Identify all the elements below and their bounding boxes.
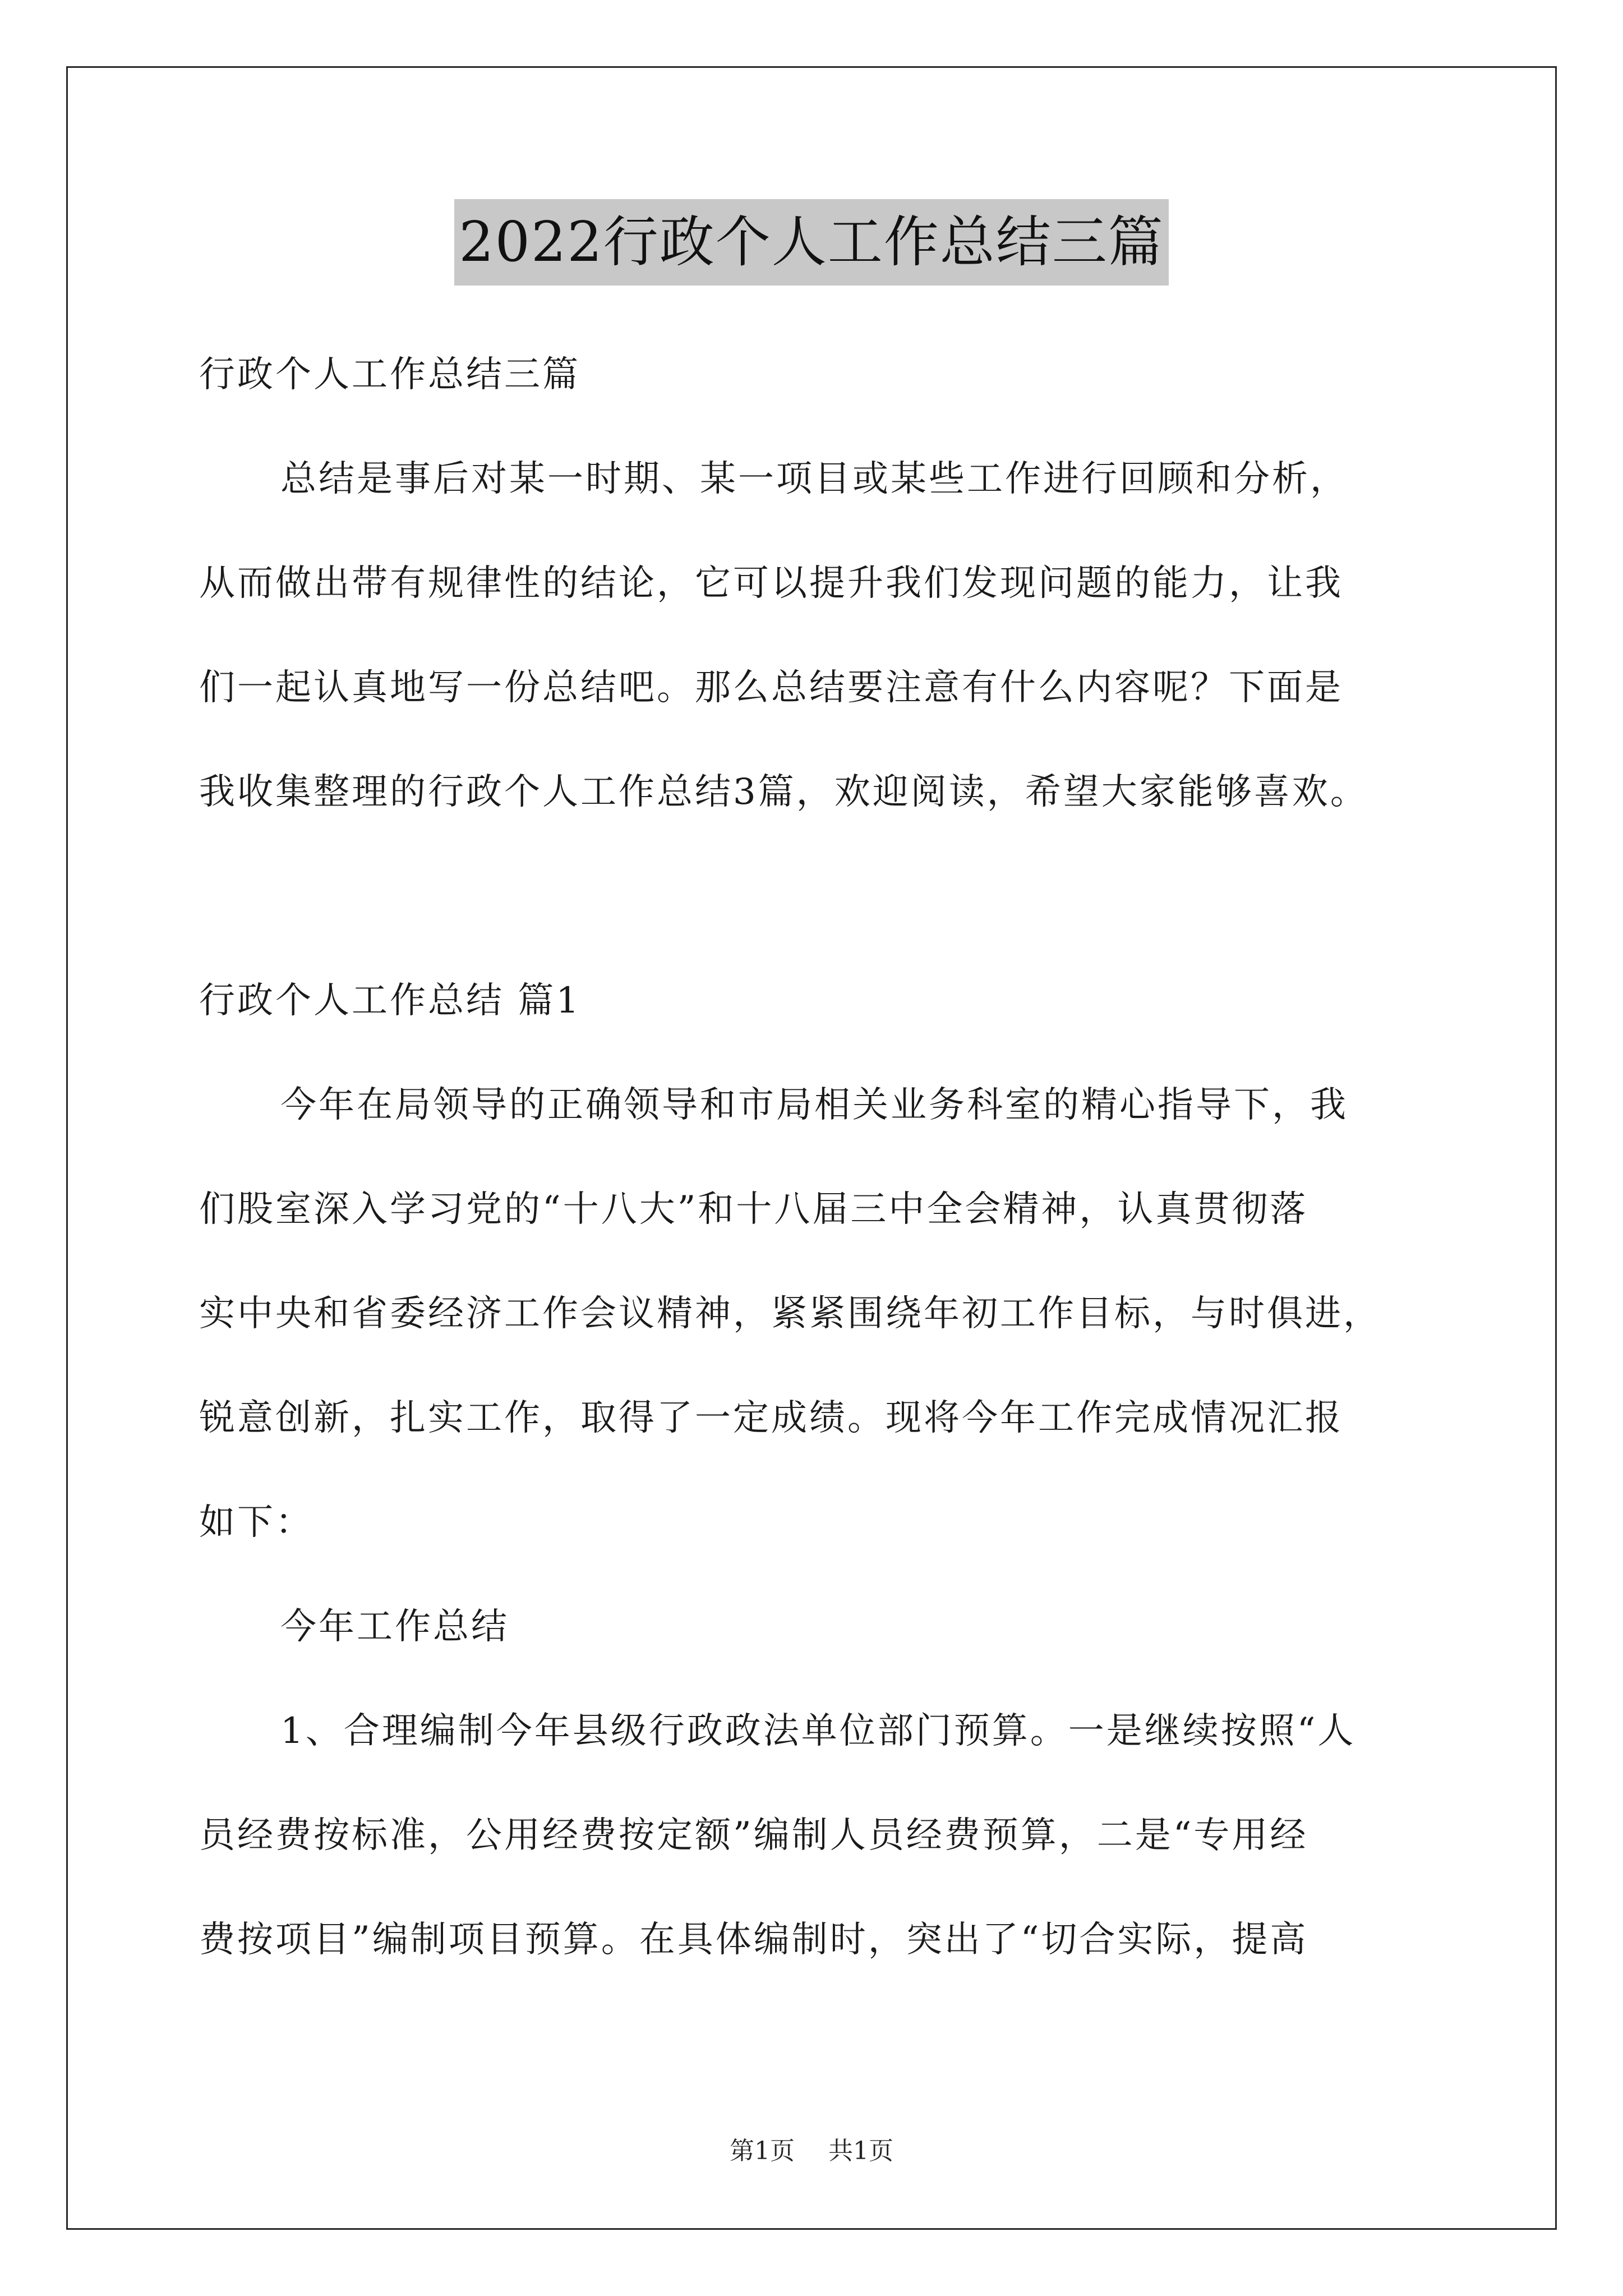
paragraph-line: 员经费按标准，公用经费按定额”编制人员经费预算，二是“专用经 [199, 1815, 1308, 1856]
paragraph-line: 总结是事后对某一时期、某一项目或某些工作进行回顾和分析， [280, 458, 1348, 500]
document-body [199, 323, 1433, 1992]
paragraph-line: 1、合理编制今年县级行政政法单位部门预算。一是继续按照“人 [280, 1710, 1356, 1752]
document-title: 2022行政个人工作总结三篇 [454, 199, 1168, 286]
paragraph-gap [199, 844, 1433, 949]
paragraph-line: 锐意创新，扎实工作，取得了一定成绩。现将今年工作完成情况汇报 [199, 1397, 1343, 1439]
paragraph-line: 们一起认真地写一份总结吧。那么总结要注意有什么内容呢？下面是 [199, 667, 1343, 708]
page-footer [0, 2134, 1623, 2168]
page-number: 第1页 [730, 2137, 795, 2165]
page-total: 共1页 [828, 2137, 893, 2165]
subsection-heading: 今年工作总结 [280, 1606, 509, 1648]
intro-heading: 行政个人工作总结三篇 [199, 354, 580, 395]
title-container [0, 199, 1623, 286]
paragraph-line: 实中央和省委经济工作会议精神，紧紧围绕年初工作目标，与时俱进， [199, 1293, 1381, 1335]
paragraph-line: 我收集整理的行政个人工作总结3篇，欢迎阅读，希望大家能够喜欢。 [199, 771, 1368, 813]
section-heading: 行政个人工作总结 篇1 [199, 980, 582, 1022]
paragraph-line: 今年在局领导的正确领导和市局相关业务科室的精心指导下，我 [280, 1084, 1348, 1126]
paragraph-line: 从而做出带有规律性的结论，它可以提升我们发现问题的能力，让我 [199, 563, 1343, 604]
paragraph-line: 们股室深入学习党的“十八大”和十八届三中全会精神，认真贯彻落 [199, 1189, 1308, 1230]
paragraph-line: 如下： [199, 1502, 313, 1543]
paragraph-line: 费按项目”编制项目预算。在具体编制时，突出了“切合实际，提高 [199, 1919, 1308, 1961]
